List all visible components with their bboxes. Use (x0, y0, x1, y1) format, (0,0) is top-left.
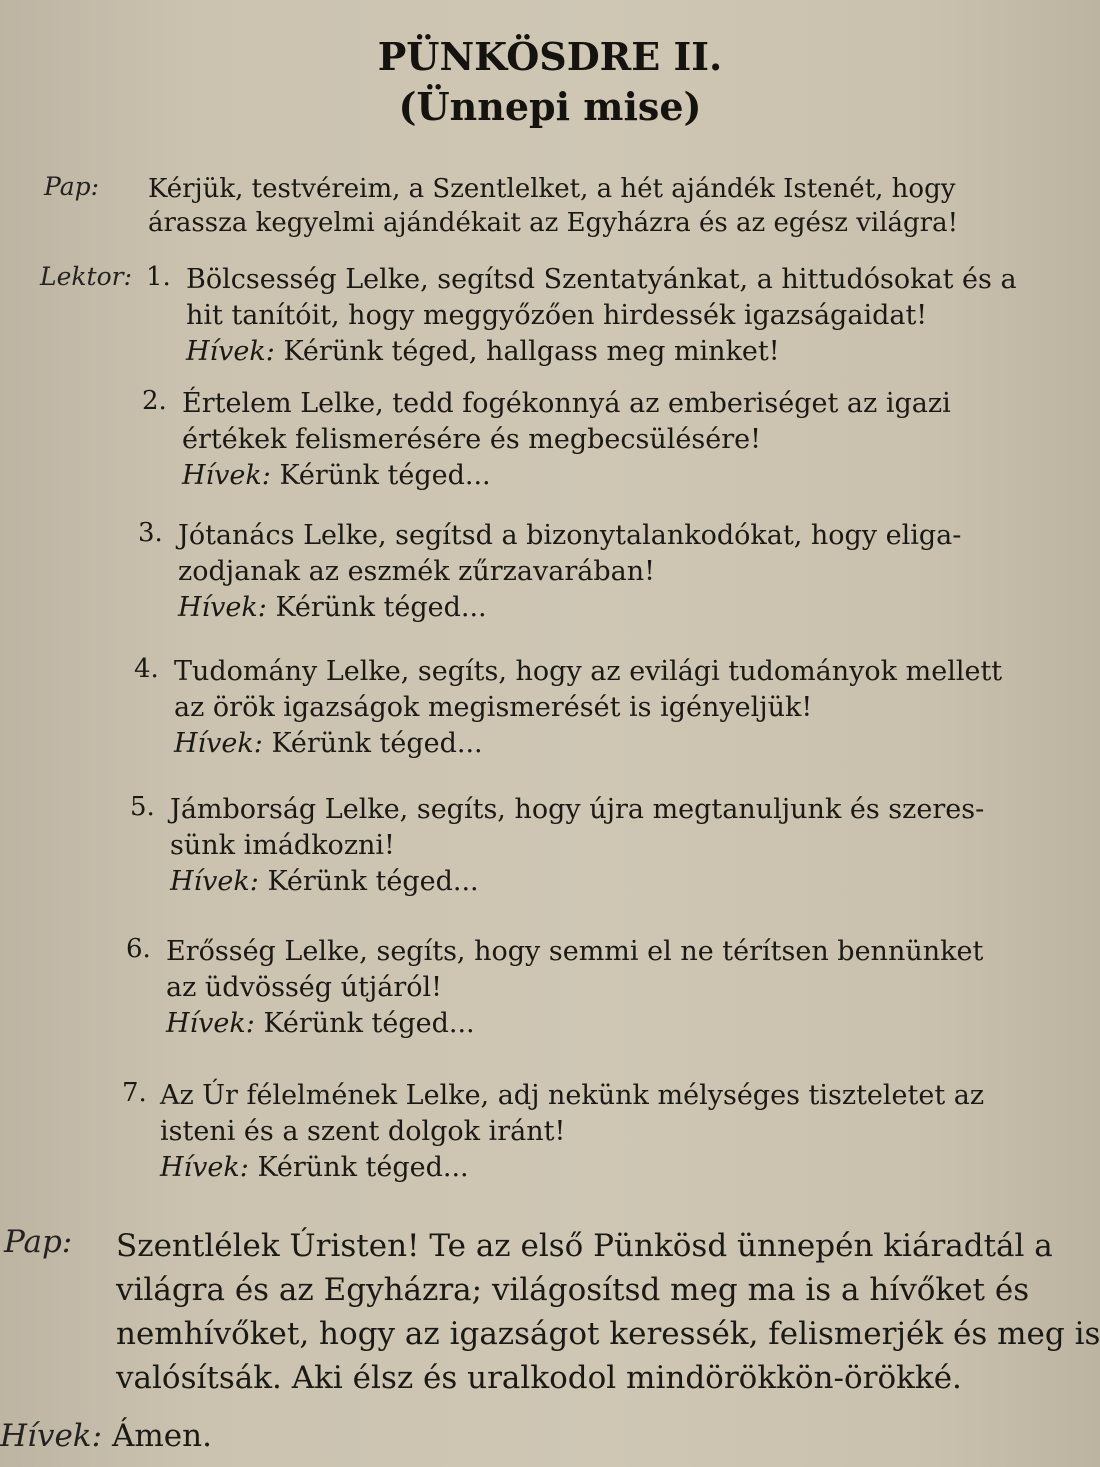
text-line: Tudomány Lelke, segíts, hogy az evilági tudományok mellett (174, 656, 1003, 687)
text-line: Az Úr félelmének Lelke, adj nekünk mélységes tiszteletet az (160, 1080, 985, 1111)
final-response: Ámen. (112, 1418, 212, 1454)
response-line (186, 334, 1017, 370)
item-text (170, 792, 984, 900)
response-text: Kérünk téged... (275, 592, 487, 623)
response-line (182, 458, 951, 494)
item-number: 2. (142, 386, 167, 416)
response-line (170, 864, 984, 900)
speaker-label: Pap: (4, 1224, 73, 1260)
response-text: Kérünk téged... (263, 1008, 475, 1039)
item-text (182, 386, 951, 494)
text-line: sünk imádkozni! (170, 830, 395, 861)
item-number: 3. (138, 518, 163, 548)
text-line: árassza kegyelmi ajándékait az Egyházra és az egész világra! (148, 208, 959, 238)
response-label: Hívek: (178, 592, 267, 623)
response-text: Kérünk téged... (257, 1152, 469, 1183)
text-line: Értelem Lelke, tedd fogékonnyá az emberiséget az igazi (182, 388, 951, 419)
closing-prayer (116, 1224, 1100, 1400)
response-label: Hívek: (186, 336, 275, 367)
text-line: Erősség Lelke, segíts, hogy semmi el ne térítsen bennünket (166, 936, 984, 967)
intro-text (148, 172, 958, 240)
text-line: értékek felismerésére és megbecsülésére! (182, 424, 761, 455)
response-line (166, 1006, 983, 1042)
response-line (160, 1150, 984, 1186)
item-text (166, 934, 983, 1042)
speaker-label: Pap: (44, 172, 100, 201)
response-text: Kérünk téged... (279, 460, 491, 491)
item-text (186, 262, 1017, 370)
response-label: Hívek: (160, 1152, 249, 1183)
text-line: az örök igazságok megismerését is igényeljük! (174, 692, 813, 723)
page-subtitle: (Ünnepi mise) (398, 84, 702, 129)
text-line: Jótanács Lelke, segítsd a bizonytalankodókat, hogy eliga- (178, 520, 962, 551)
response-text: Kérünk téged... (271, 728, 483, 759)
item-number: 5. (130, 792, 155, 822)
text-line: hit tanítóit, hogy meggyőzően hirdessék igazságaidat! (186, 300, 928, 331)
response-label: Hívek: (174, 728, 263, 759)
response-text: Kérünk téged, hallgass meg minket! (283, 336, 780, 367)
item-text (178, 518, 961, 626)
response-label: Hívek: (166, 1008, 255, 1039)
text-line: Bölcsesség Lelke, segítsd Szentatyánkat, a hittudósokat és a (186, 264, 1017, 295)
text-line: zodjanak az eszmék zűrzavarában! (178, 556, 655, 587)
item-text (160, 1078, 984, 1186)
response-line (178, 590, 961, 626)
response-text: Kérünk téged... (267, 866, 479, 897)
lektor-label: Lektor: (40, 262, 133, 291)
text-line: világra és az Egyházra; világosítsd meg ma is a hívőket és (116, 1272, 1030, 1308)
speaker-label: Hívek: (0, 1418, 103, 1454)
text-line: nemhívőket, hogy az igazságot keressék, felismerjék és meg is (116, 1316, 1100, 1352)
response-line (174, 726, 1002, 762)
item-number: 6. (126, 934, 151, 964)
item-text (174, 654, 1002, 762)
text-line: az üdvösség útjáról! (166, 972, 442, 1003)
response-label: Hívek: (170, 866, 259, 897)
text-line: Jámborság Lelke, segíts, hogy újra megtanuljunk és szeres- (170, 794, 985, 825)
response-label: Hívek: (182, 460, 271, 491)
item-number: 7. (122, 1078, 147, 1108)
item-number: 4. (134, 654, 159, 684)
text-line: Kérjük, testvéreim, a Szentlelket, a hét ajándék Istenét, hogy (148, 174, 956, 204)
text-line: valósítsák. Aki élsz és uralkodol mindörökkön-örökké. (116, 1360, 962, 1396)
text-line: isteni és a szent dolgok iránt! (160, 1116, 566, 1147)
page-title: PÜNKÖSDRE II. (377, 34, 723, 79)
item-number: 1. (146, 262, 171, 292)
text-line: Szentlélek Úristen! Te az első Pünkösd ünnepén kiáradtál a (116, 1228, 1053, 1264)
